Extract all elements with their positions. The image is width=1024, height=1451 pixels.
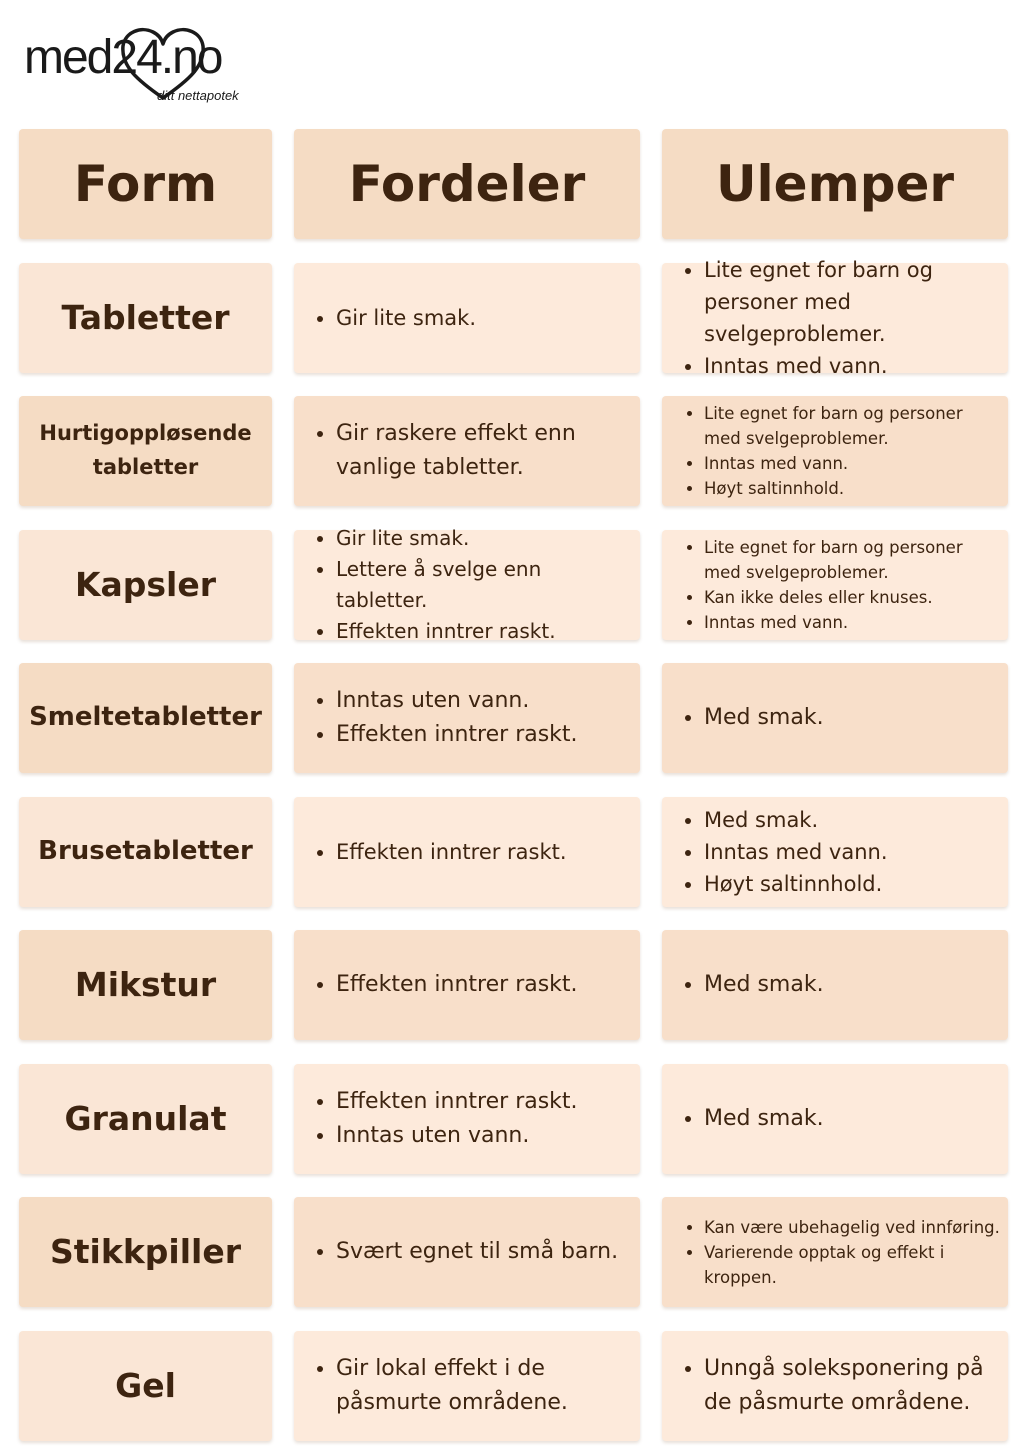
list-item: • Effekten inntrer raskt.	[336, 968, 578, 1002]
fordeler-cell	[294, 930, 640, 1040]
form-cell	[19, 797, 272, 907]
list-item: • Høyt saltinnhold.	[704, 868, 888, 900]
form-label: Hurtigoppløsende tabletter	[39, 421, 252, 479]
form-cell	[19, 930, 272, 1040]
form-cell	[19, 263, 272, 373]
fordeler-cell	[294, 1331, 640, 1441]
list-item: • Gir lite smak.	[336, 302, 476, 334]
list-item: • Lite egnet for barn og personer med svelgeproblemer.	[704, 535, 1000, 585]
form-label: Kapsler	[74, 564, 217, 604]
ulemper-cell	[662, 930, 1008, 1040]
form-cell	[19, 396, 272, 506]
form-label: Brusetabletter	[38, 835, 253, 866]
form-label: Mikstur	[74, 965, 217, 1005]
list-item: • Kan være ubehagelig ved innføring.	[704, 1215, 1000, 1240]
form-label: Smeltetabletter	[29, 702, 262, 733]
fordeler-cell	[294, 1064, 640, 1174]
list-item: • Med smak.	[704, 1102, 824, 1136]
list-item: • Gir lokal effekt i de påsmurte områdene.	[336, 1352, 632, 1420]
list-item: • Svært egnet til små barn.	[336, 1235, 618, 1269]
list-item: • Gir lite smak.	[336, 523, 632, 554]
ulemper-cell	[662, 1064, 1008, 1174]
list-item: • Høyt saltinnhold.	[704, 476, 1000, 501]
header-ulemper	[662, 129, 1008, 239]
form-cell	[19, 1064, 272, 1174]
list-item: • Varierende opptak og effekt i kroppen.	[704, 1240, 1000, 1290]
ulemper-cell	[662, 1331, 1008, 1441]
list-item: • Effekten inntrer raskt.	[336, 718, 578, 752]
form-label: Gel	[115, 1365, 176, 1405]
form-cell	[19, 530, 272, 640]
logo	[24, 22, 269, 110]
ulemper-cell	[662, 663, 1008, 773]
fordeler-cell	[294, 797, 640, 907]
fordeler-cell	[294, 396, 640, 506]
form-label: Tabletter	[61, 297, 230, 337]
header-form-label: Form	[73, 155, 218, 213]
list-item: • Lettere å svelge enn tabletter.	[336, 554, 632, 616]
list-item: • Lite egnet for barn og personer med svelgeproblemer.	[704, 254, 1000, 350]
ulemper-cell	[662, 257, 1008, 378]
fordeler-cell	[294, 525, 640, 643]
logo-text: med24.no	[24, 31, 222, 84]
list-item: • Unngå soleksponering på de påsmurte områdene.	[704, 1352, 1000, 1420]
header-fordeler	[294, 129, 640, 239]
list-item: • Med smak.	[704, 968, 824, 1002]
list-item: • Effekten inntrer raskt.	[336, 616, 632, 647]
form-cell	[19, 1331, 272, 1441]
list-item: • Effekten inntrer raskt.	[336, 1085, 578, 1119]
header-fordeler-label: Fordeler	[348, 155, 586, 213]
list-item: • Inntas med vann.	[704, 610, 1000, 635]
list-item: • Gir raskere effekt enn vanlige tabletter.	[336, 417, 632, 485]
ulemper-cell	[662, 530, 1008, 640]
form-label: Granulat	[64, 1098, 227, 1138]
fordeler-cell	[294, 663, 640, 773]
list-item: • Inntas med vann.	[704, 451, 1000, 476]
fordeler-cell	[294, 1197, 640, 1307]
comparison-table	[19, 129, 1009, 1441]
list-item: • Inntas uten vann.	[336, 684, 578, 718]
logo-tagline: ditt nettapotek	[157, 88, 239, 103]
form-cell	[19, 1197, 272, 1307]
fordeler-cell	[294, 263, 640, 373]
list-item: • Effekten inntrer raskt.	[336, 836, 567, 868]
ulemper-cell	[662, 797, 1008, 907]
list-item: • Kan ikke deles eller knuses.	[704, 585, 1000, 610]
ulemper-cell	[662, 396, 1008, 506]
list-item: • Inntas med vann.	[704, 350, 1000, 382]
form-cell	[19, 663, 272, 773]
list-item: • Lite egnet for barn og personer med svelgeproblemer.	[704, 401, 1000, 451]
ulemper-cell	[662, 1197, 1008, 1307]
list-item: • Med smak.	[704, 701, 824, 735]
list-item: • Inntas med vann.	[704, 836, 888, 868]
header-ulemper-label: Ulemper	[715, 155, 955, 213]
list-item: • Med smak.	[704, 804, 888, 836]
form-label: Stikkpiller	[50, 1232, 241, 1272]
list-item: • Inntas uten vann.	[336, 1119, 578, 1153]
header-form	[19, 129, 272, 239]
